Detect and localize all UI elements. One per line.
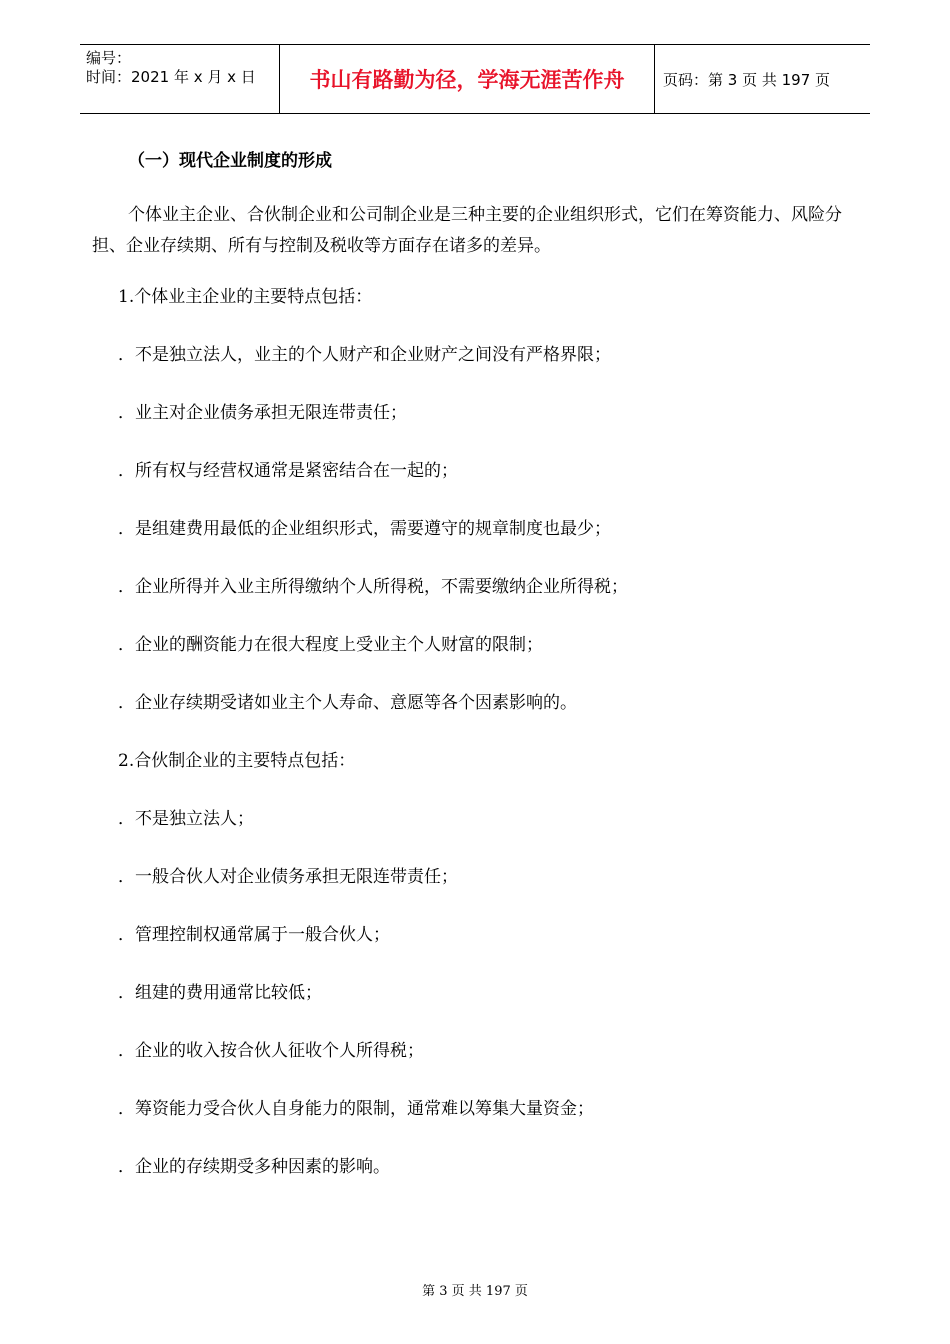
footer-page-number: 第 3 页 共 197 页 [422,1284,528,1299]
list-item: ．企业的存续期受多种因素的影响。 [118,1157,390,1177]
page-header [80,44,870,114]
list-item: ．企业的收入按合伙人征收个人所得税； [118,1041,424,1061]
intro-paragraph: 个体业主企业、合伙制企业和公司制企业是三种主要的企业组织形式，它们在筹资能力、风险分担、企业存续期、所有与控制及税收等方面存在诸多的差异。 [92,205,842,256]
page-footer [0,1280,950,1299]
document-number-label: 编号： [86,49,132,67]
header-meta [80,45,280,113]
list-item: ．业主对企业债务承担无限连带责任； [118,403,407,423]
list-item: ．是组建费用最低的企业组织形式，需要遵守的规章制度也最少； [118,519,611,539]
header-page-info: 页码：第 3 页 共 197 页 [663,70,831,89]
list-item: ．组建的费用通常比较低； [118,983,322,1003]
list-item: ．所有权与经营权通常是紧密结合在一起的； [118,461,458,481]
list-item: ．企业所得并入业主所得缴纳个人所得税，不需要缴纳企业所得税； [118,577,628,597]
list-item: ．企业的酬资能力在很大程度上受业主个人财富的限制； [118,635,543,655]
list-item: ．不是独立法人，业主的个人财产和企业财产之间没有严格界限； [118,345,611,365]
list-heading-sole-proprietorship: 1.个体业主企业的主要特点包括： [118,287,373,307]
document-body [92,140,872,1210]
list-heading-partnership: 2.合伙制企业的主要特点包括： [118,751,356,771]
document-date: 时间：2021 年 x 月 x 日 [86,68,256,86]
section-title: （一）现代企业制度的形成 [128,151,332,171]
list-item: ．筹资能力受合伙人自身能力的限制，通常难以筹集大量资金； [118,1099,594,1119]
list-item: ．一般合伙人对企业债务承担无限连带责任； [118,867,458,887]
feature-list [92,282,872,1210]
list-item: ．企业存续期受诸如业主个人寿命、意愿等各个因素影响的。 [118,693,577,713]
header-motto: 书山有路勤为径，学海无涯苦作舟 [280,45,655,113]
list-item: ．不是独立法人； [118,809,254,829]
list-item: ．管理控制权通常属于一般合伙人； [118,925,390,945]
